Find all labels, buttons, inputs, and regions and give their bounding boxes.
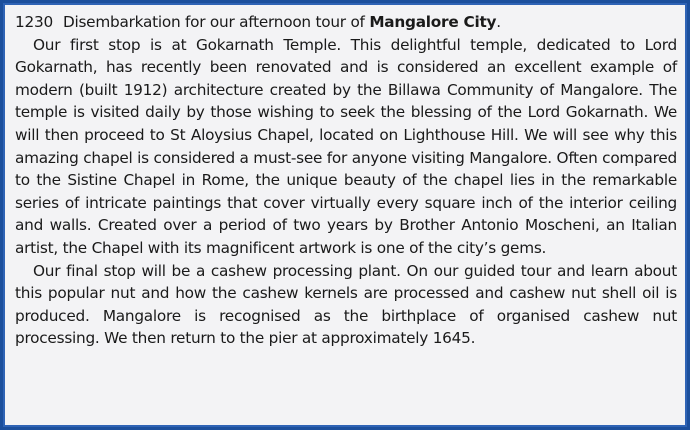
intro-text: Disembarkation for our afternoon tour of	[62, 13, 370, 31]
time-label: 1230	[15, 13, 53, 31]
itinerary-card	[3, 3, 687, 427]
intro-end: .	[496, 13, 501, 31]
city-name: Mangalore City	[369, 13, 497, 31]
paragraph-cashew-plant: Our final stop will be a cashew processing plant. On our guided tour and learn about this popular nut and how the cashew kernels are processed and cashew nut shell oil is produced. Mangalore is recognised as the birthplace of organised cashew nut processing. We then return to the pier at approximately 1645.	[15, 261, 677, 348]
itinerary-heading	[15, 11, 677, 34]
paragraph-temple-chapel: Our first stop is at Gokarnath Temple. This delightful temple, dedicated to Lord Gokarnath, has recently been renovated and is considered an excellent example of modern (built 1912) architecture created by the Billawa Community of Mangalore. The temple is visited daily by those wishing to seek the blessing of the Lord Gokarnath. We will then proceed to St Aloysius Chapel, located on Lighthouse Hill. We will see why this amazing chapel is considered a must-see for anyone visiting Mangalore. Often compared to the Sistine Chapel in Rome, the unique beauty of the chapel lies in the remarkable series of intricate paintings that cover virtually every square inch of the interior ceiling and walls. Created over a period of two years by Brother Antonio Moscheni, an Italian artist, the Chapel with its magnificent artwork is one of the city’s gems.	[15, 35, 677, 257]
